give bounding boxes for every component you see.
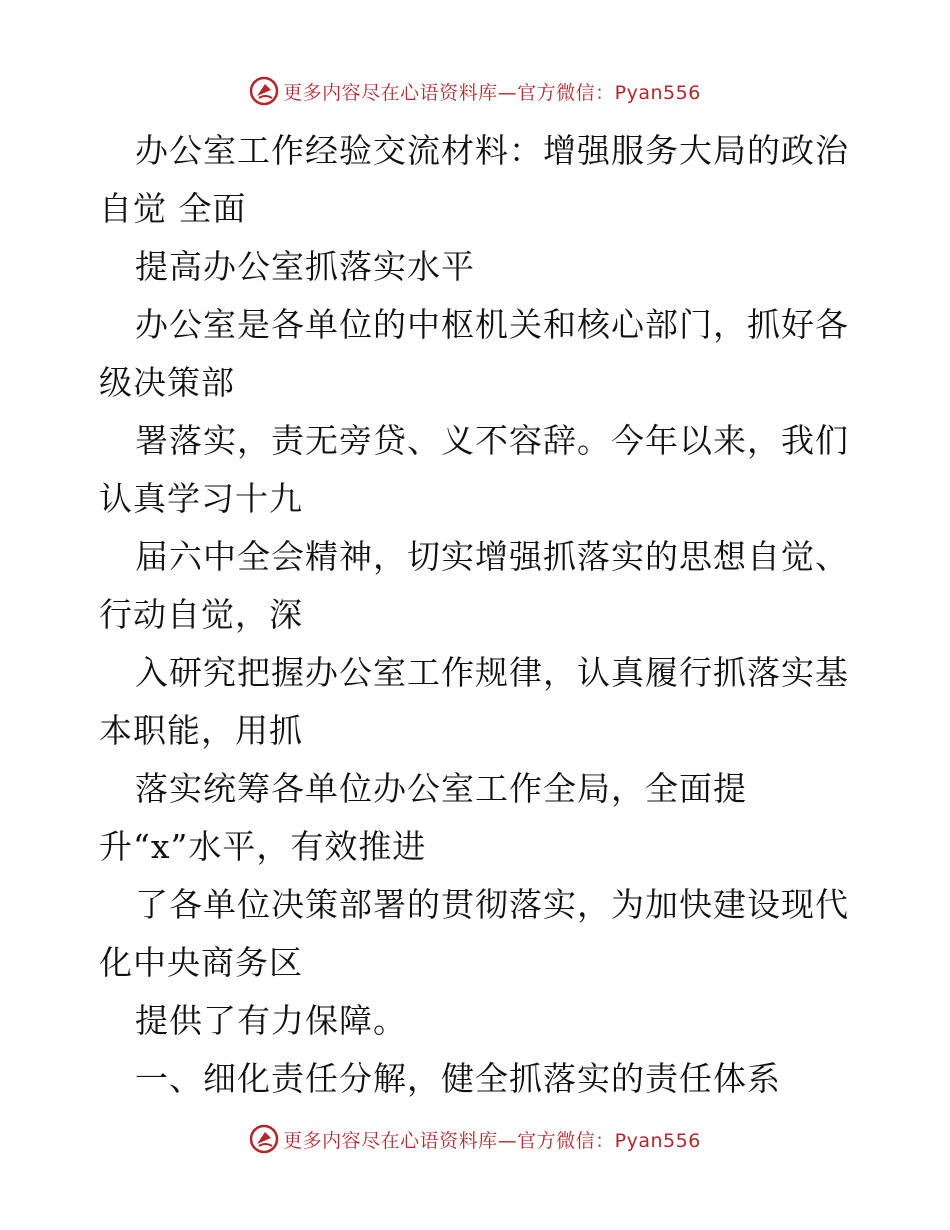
document-body <box>99 122 859 1108</box>
body-text-line: 认真学习十九 <box>99 479 303 518</box>
body-text-line: 本职能，用抓 <box>99 711 303 750</box>
body-text-line: 届六中全会精神，切实增强抓落实的思想自觉、 <box>135 537 849 576</box>
body-text-line: 办公室是各单位的中枢机关和核心部门，抓好各 <box>135 305 849 344</box>
body-text-line: 提高办公室抓落实水平 <box>135 247 475 286</box>
body-text-line: 一、细化责任分解，健全抓落实的责任体系 <box>135 1059 781 1098</box>
footer-watermark-text: 更多内容尽在心语资料库—官方微信：Pyan556 <box>283 1129 701 1152</box>
body-text-line: 入研究把握办公室工作规律，认真履行抓落实基 <box>135 653 849 692</box>
body-text-line: 办公室工作经验交流材料：增强服务大局的政治 <box>135 131 849 170</box>
body-text-line: 提供了有力保障。 <box>135 1001 407 1040</box>
body-text-line: 化中央商务区 <box>99 943 303 982</box>
footer-watermark-banner <box>0 1119 950 1159</box>
body-text-line: 升“x”水平，有效推进 <box>99 827 427 866</box>
body-text-line: 级决策部 <box>99 363 235 402</box>
body-text-line: 署落实，责无旁贷、义不容辞。今年以来，我们 <box>135 421 849 460</box>
body-text-line: 落实统筹各单位办公室工作全局，全面提 <box>135 769 747 808</box>
body-text-line: 自觉 全面 <box>99 189 247 228</box>
header-watermark-text: 更多内容尽在心语资料库—官方微信：Pyan556 <box>283 81 701 104</box>
logo-icon <box>249 76 279 106</box>
logo-icon <box>249 1124 279 1154</box>
body-text-line: 行动自觉，深 <box>99 595 303 634</box>
body-text-line: 了各单位决策部署的贯彻落实，为加快建设现代 <box>135 885 849 924</box>
header-watermark-banner <box>0 71 950 111</box>
